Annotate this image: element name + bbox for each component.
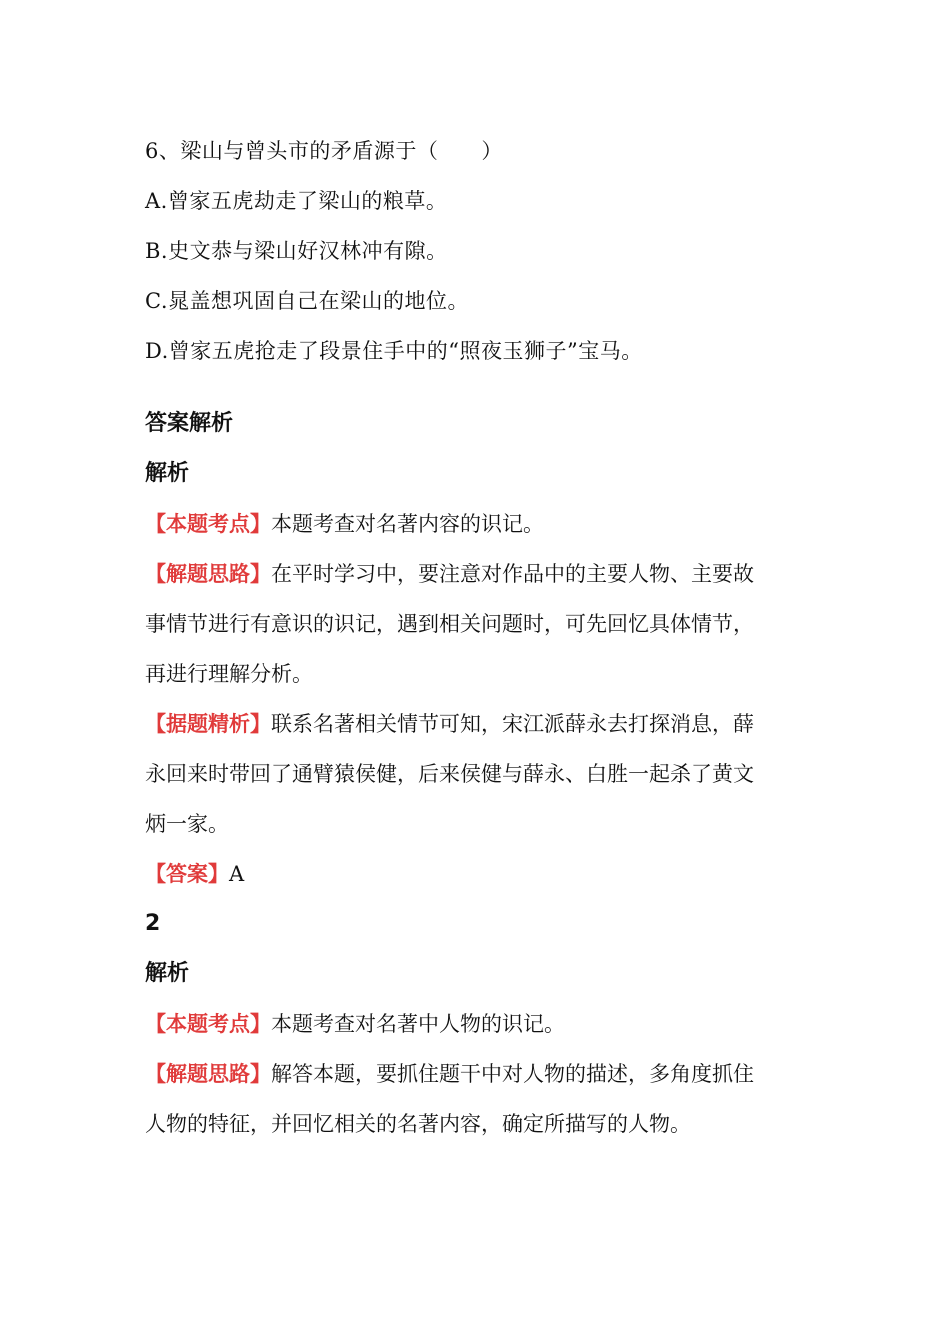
item-text-continued: 事情节进行有意识的识记，遇到相关问题时，可先回忆具体情节， <box>145 612 754 636</box>
item-text: 本题考查对名著内容的识记。 <box>271 512 544 536</box>
option-b: B.史文恭与梁山好汉林冲有隙。 <box>145 239 448 263</box>
question-stem: 6、梁山与曾头市的矛盾源于（ ） <box>145 139 503 163</box>
tag-label: 【答案】 <box>145 862 229 886</box>
item-text-continued: 再进行理解分析。 <box>145 662 313 686</box>
item-text: 联系名著相关情节可知，宋江派薛永去打探消息，薛 <box>271 712 754 736</box>
answer-section-title: 答案解析 <box>145 411 234 436</box>
item-text-continued: 人物的特征，并回忆相关的名著内容，确定所描写的人物。 <box>145 1112 691 1136</box>
tag-label: 【解题思路】 <box>145 1062 271 1086</box>
tag-label: 【本题考点】 <box>145 1012 271 1036</box>
answer-value: A <box>229 862 245 886</box>
item-text: 在平时学习中，要注意对作品中的主要人物、主要故 <box>271 562 754 586</box>
item-text: 本题考查对名著中人物的识记。 <box>271 1012 565 1036</box>
tag-label: 【据题精析】 <box>145 712 271 736</box>
analysis-item-detailed <box>145 710 754 738</box>
item-text-continued: 炳一家。 <box>145 812 229 836</box>
analysis-item-approach <box>145 1060 754 1088</box>
option-a: A.曾家五虎劫走了梁山的粮草。 <box>145 189 448 213</box>
analysis-item-knowledge-point <box>145 510 544 538</box>
analysis-item-knowledge-point <box>145 1010 565 1038</box>
question-number: 2 <box>145 911 161 936</box>
analysis-heading: 解析 <box>145 461 190 486</box>
analysis-heading: 解析 <box>145 961 190 986</box>
option-c: C.晁盖想巩固自己在梁山的地位。 <box>145 289 469 313</box>
tag-label: 【解题思路】 <box>145 562 271 586</box>
item-text: 解答本题，要抓住题干中对人物的描述，多角度抓住 <box>271 1062 754 1086</box>
tag-label: 【本题考点】 <box>145 512 271 536</box>
option-d: D.曾家五虎抢走了段景住手中的“照夜玉狮子”宝马。 <box>145 339 643 363</box>
item-text-continued: 永回来时带回了通臂猿侯健，后来侯健与薛永、白胜一起杀了黄文 <box>145 762 754 786</box>
analysis-item-approach <box>145 560 754 588</box>
analysis-item-answer <box>145 860 244 888</box>
